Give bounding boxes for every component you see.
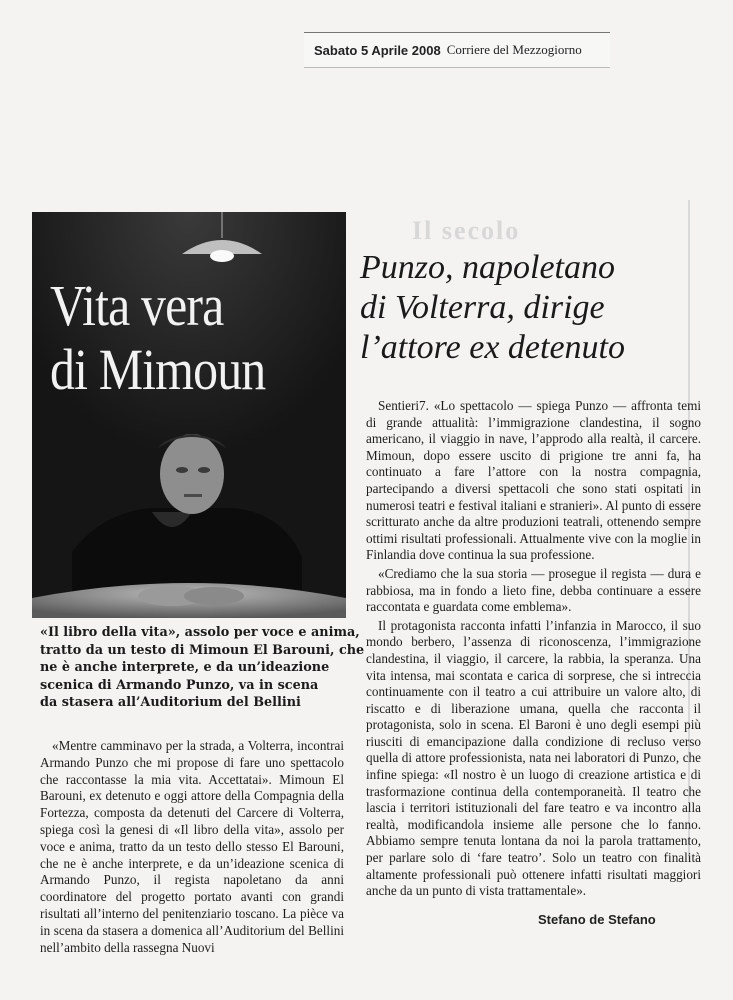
photo-title-line: di Mimoun: [50, 337, 266, 402]
subhead-line: da stasera all’Auditorium del Bellini: [40, 695, 301, 710]
bleed-through-text: Il secolo: [412, 216, 521, 240]
article-subhead: [40, 624, 365, 712]
masthead-paper: Corriere del Mezzogiorno: [446, 42, 582, 57]
person-head: [160, 434, 224, 514]
author-byline: Stefano de Stefano: [538, 912, 656, 927]
subhead-line: scenica di Armando Punzo, va in scena: [40, 677, 319, 693]
left-column: [40, 738, 344, 956]
subhead-line: tratto da un testo di Mimoun El Barouni, che: [40, 642, 365, 658]
paragraph: Sentieri7. «Lo spettacolo — spiega Punzo — affronta temi di grande attualità: l’immigrazione clandestina, il sogno americano, il viaggio in nave, l’approdo alla realtà, il carcere. Mimoun, dopo essere uscito di prigione tre anni fa, ha continuato a fare l’attore con la nostra compagnia, partecipando a diversi spettacoli che sono stati ospitati in numerosi teatri e festival italiani e stranieri». Al punto di essere scritturato anche da altre produzioni teatrali, ottenendo sempre ottimi risultati professionali. Attualmente vive con la moglie in Finlandia dove continua la sua professione.: [366, 398, 701, 563]
masthead: [304, 32, 610, 68]
lamp-bulb-icon: [210, 250, 234, 262]
paragraph: «Mentre camminavo per la strada, a Volterra, incontrai Armando Punzo che mi propose di fare uno spettacolo che raccontasse la mia vita. Accettatai». Mimoun El Barouni, ex detenuto e oggi attore della Compagnia della Fortezza, composta da detenuti del Carcere di Volterra, spiega così la genesi di «Il libro della vita», assolo per voce e anima, tratto da un testo dello stesso El Barouni, che ne è anche interprete, e da un’ideazione scenica di Armando Punzo, il regista napoletano da anni coordinatore del progetto portato avanti con grandi risultati all’interno del penitenziario toscano. La pièce va in scena da stasera a domenica all’Auditorium del Bellini nell’ambito della rassegna Nuovi: [40, 738, 344, 955]
masthead-date: Sabato 5 Aprile 2008: [314, 42, 441, 58]
right-column: [366, 398, 701, 902]
paragraph: Il protagonista racconta infatti l’infanzia in Marocco, il suo mondo berbero, l’assenza di riconoscenza, l’immigrazione clandestina, il viaggio, il carcere, la rabbia, la speranza. Una vita intensa, mai scontata e carica di sorprese, che si intreccia continuamente con il teatro a cui attribuire un valore alto, di riscatto e di liberazione umana, quella che racconta il protagonista, solo in scena. El Baroni è uno degli esempi più riusciti di emancipazione dalla condizione di recluso verso quella di attore professionista, nata nei laboratori di Punzo, che infine spiega: «Il nostro è un luogo di creazione artistica e di trasformazione continua della contemporaneità. Il teatro che lascia i territori istituzionali del fare teatro e va incontro alla realtà, modificandola insieme alle persone che lo fanno. Abbiamo sempre tenuta lontana da noi la parola trattamento, per parlare solo di ‘fare teatro’. Solo un teatro con finalità altamente professionali può ottenere infatti risultati maggiori anche da un punto di vista trattamentale».: [366, 617, 701, 899]
article-photo: [32, 212, 346, 618]
subhead-line: ne è anche interprete, e da un’ideazione: [40, 660, 330, 675]
headline-line: di Volterra, dirige: [360, 289, 605, 326]
headline-line: l’attore ex detenuto: [360, 329, 625, 366]
subhead-line: «Il libro della vita», assolo per voce e anima,: [40, 625, 360, 640]
photo-title-line: Vita vera: [50, 273, 224, 338]
paragraph: «Crediamo che la sua storia — prosegue il regista — dura e rabbiosa, ma in fondo a lieto fine, debba continuare a essere raccontata e guardata come emblema».: [366, 565, 701, 615]
headline-line: Punzo, napoletano: [360, 249, 615, 286]
photo-title: [50, 274, 299, 402]
article-headline: [360, 248, 700, 368]
